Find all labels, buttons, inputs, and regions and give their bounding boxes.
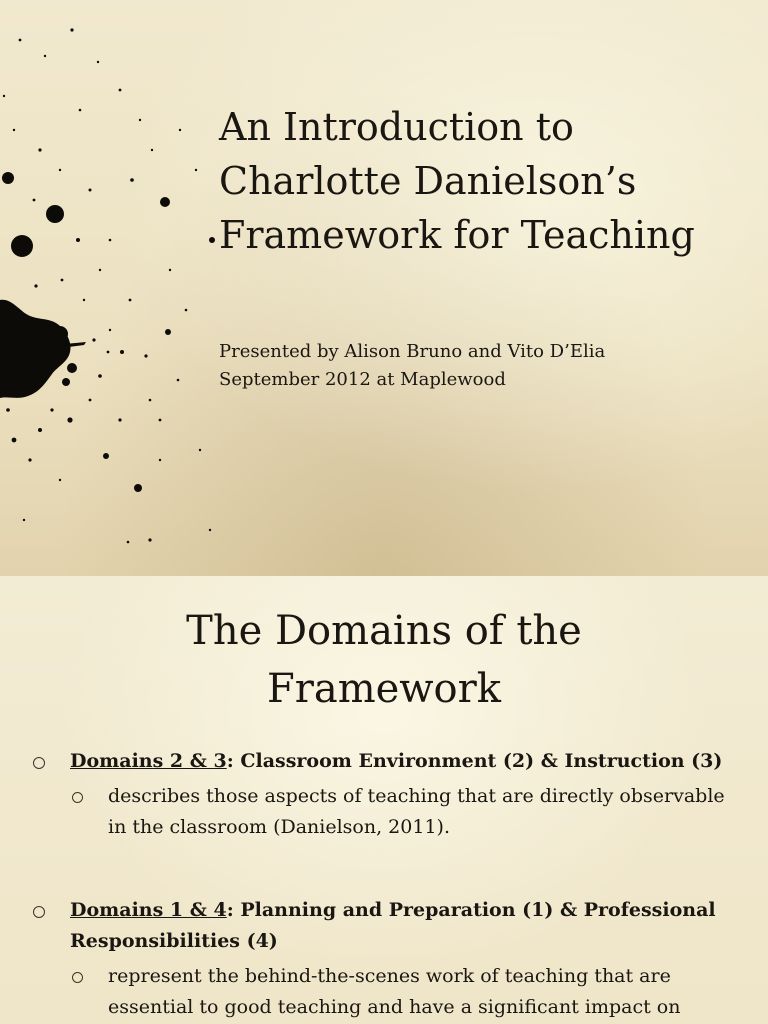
sub-bullet (0, 961, 768, 1023)
slide-title-line-2: Charlotte Danielson’s (219, 159, 637, 203)
sub-bullet-text: describes those aspects of teaching that are directly observable in the classroom (Danielson, 2011). (108, 785, 725, 838)
domain-label: Domains 2 & 3 (70, 750, 227, 772)
list-item (0, 895, 768, 1023)
slide-title-line-1: The Domains of the (186, 608, 582, 654)
ring-bullet-icon (33, 757, 45, 769)
bullet-heading (0, 895, 768, 957)
ring-bullet-icon (33, 906, 45, 918)
bullet-list (0, 746, 768, 1023)
list-item (0, 746, 768, 843)
slide-title (219, 100, 749, 262)
domains-slide (0, 576, 768, 1024)
slide-title-line-2: Framework (266, 666, 501, 712)
ring-bullet-icon (72, 792, 83, 803)
sub-bullet-text: represent the behind-the-scenes work of teaching that are essential to good teaching and have a significant impact on (108, 965, 681, 1018)
domain-description: : Planning and Preparation (1) & Professional Responsibilities (4) (70, 899, 716, 952)
bullet-heading (0, 746, 768, 777)
domain-label: Domains 1 & 4 (70, 899, 227, 921)
sub-bullet (0, 781, 768, 843)
slide-title-line-3: Framework for Teaching (219, 213, 695, 257)
ink-splatter-graphic (0, 0, 230, 576)
domain-description: : Classroom Environment (2) & Instruction (3) (226, 750, 723, 772)
date-location-line: September 2012 at Maplewood (219, 369, 506, 390)
slide-subtitle (219, 338, 739, 394)
ring-bullet-icon (72, 972, 83, 983)
slide-title (0, 602, 768, 718)
slide-title-line-1: An Introduction to (219, 105, 574, 149)
spacer (0, 843, 768, 895)
presenters-line: Presented by Alison Bruno and Vito D’Elia (219, 341, 606, 362)
